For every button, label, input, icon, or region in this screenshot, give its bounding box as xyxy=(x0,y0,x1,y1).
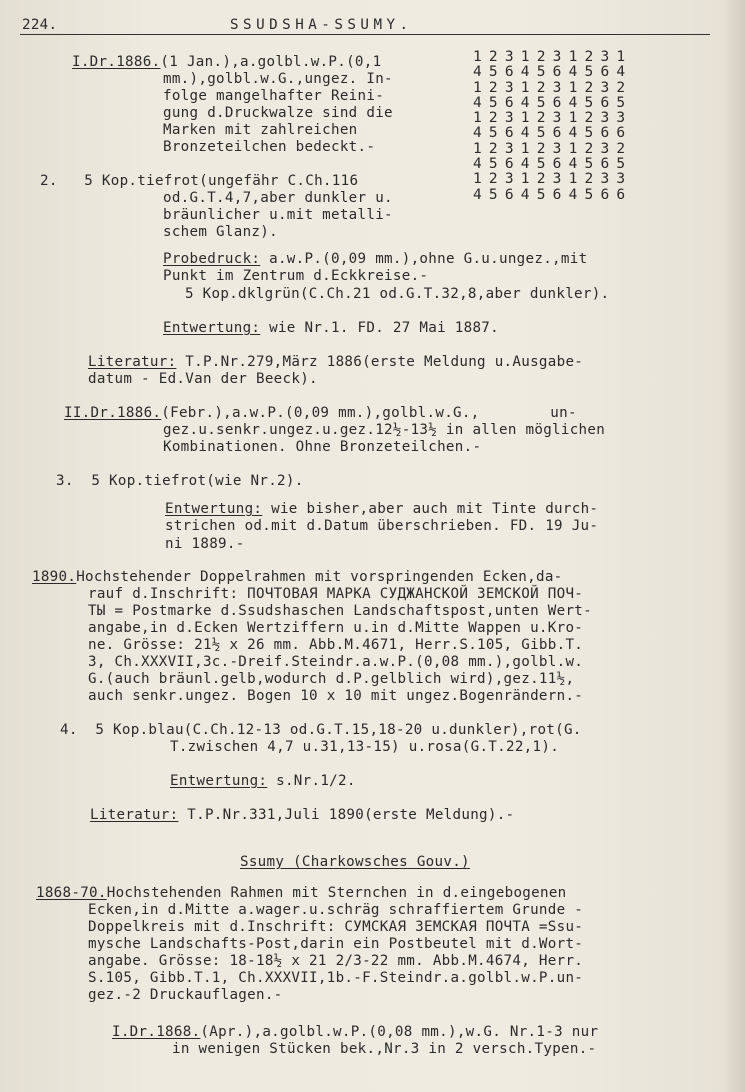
underlined-heading: Entwertung: xyxy=(163,320,261,336)
line-text: mm.),golbl.w.G.,ungez. In- xyxy=(163,71,393,87)
line-text: T.P.Nr.331,Juli 1890(erste Meldung).- xyxy=(178,807,515,823)
line-text: (1 Jan.),a.golbl.w.P.(0,1 xyxy=(160,54,382,70)
digit-matrix-row: 1231231232 xyxy=(473,140,633,157)
text-line xyxy=(163,421,605,439)
line-text: ni 1889.- xyxy=(165,536,245,552)
line-text: mysche Landschafts-Post,darin ein Postbeutel mit d.Wort- xyxy=(88,936,584,952)
text-line xyxy=(240,853,470,871)
text-line xyxy=(112,1023,598,1041)
text-line xyxy=(163,104,393,122)
line-text: angabe. Grösse: 18-18½ x 21 2/3-22 mm. Abb.M.4674, Herr. xyxy=(88,953,584,969)
digit-matrix-row: 1231231233 xyxy=(473,110,633,127)
text-line xyxy=(40,172,358,190)
line-text: Punkt im Zentrum d.Eckkreise.- xyxy=(163,268,429,284)
digit-matrix-row: 4564564564 xyxy=(473,64,633,81)
text-line xyxy=(88,370,318,388)
text-line xyxy=(56,472,304,490)
text-line xyxy=(163,121,358,139)
text-line xyxy=(163,319,499,337)
running-header xyxy=(20,14,710,35)
digit-matrix-row: 4564564565 xyxy=(473,156,633,173)
text-line xyxy=(165,517,598,535)
digit-matrix-row: 4564564566 xyxy=(473,186,633,203)
digit-matrix xyxy=(473,50,632,203)
line-text: S.105, Gibb.T.1, Ch.XXXVII,1b.-F.Steindr.a.golbl.w.P.un- xyxy=(88,970,584,986)
line-text: datum - Ed.Van der Beeck). xyxy=(88,371,318,387)
line-text: Hochstehender Doppelrahmen mit vorspringenden Ecken,da- xyxy=(76,569,563,585)
line-text: gung d.Druckwalze sind die xyxy=(163,105,393,121)
line-text: wie bisher,aber auch mit Tinte durch- xyxy=(262,501,599,517)
line-text: 2. 5 Kop.tiefrot(ungefähr C.Ch.116 xyxy=(40,173,359,189)
line-text: rauf d.Inschrift: ПОЧТОВАЯ МАРКА СУДЖАНСКОЙ ЗЕМСКОЙ ПОЧ- xyxy=(88,586,584,602)
line-text: 5 Kop.dklgrün(C.Ch.21 od.G.T.32,8,aber dunkler). xyxy=(185,286,610,302)
underlined-heading: I.Dr.1868. xyxy=(112,1024,201,1040)
page-number: 224. xyxy=(22,17,58,33)
text-line xyxy=(60,721,582,739)
line-text: 4. 5 Kop.blau(C.Ch.12-13 od.G.T.15,18-20 u.dunkler),rot(G. xyxy=(60,722,582,738)
text-line xyxy=(163,70,393,88)
line-text: in wenigen Stücken bek.,Nr.3 in 2 versch.Typen.- xyxy=(172,1041,597,1057)
line-text: Kombinationen. Ohne Bronzeteilchen.- xyxy=(163,439,482,455)
line-text: Marken mit zahlreichen xyxy=(163,122,358,138)
underlined-heading: Entwertung: xyxy=(170,773,268,789)
digit-matrix-row: 4564564566 xyxy=(473,125,633,142)
line-text: 3. 5 Kop.tiefrot(wie Nr.2). xyxy=(56,473,304,489)
text-line xyxy=(170,772,356,790)
line-text: s.Nr.1/2. xyxy=(267,773,356,789)
text-line xyxy=(72,53,381,71)
line-text: gez.-2 Druckauflagen.- xyxy=(88,987,283,1003)
line-text: 3, Ch.XXXVII,3c.-Dreif.Steindr.a.w.P.(0,08 mm.),golbl.w. xyxy=(88,654,584,670)
text-line xyxy=(185,285,609,303)
text-line xyxy=(88,670,574,688)
text-line xyxy=(64,404,577,422)
line-text: schem Glanz). xyxy=(163,224,278,240)
underlined-heading: I.Dr.1886. xyxy=(72,54,161,70)
underlined-heading: Probedruck: xyxy=(163,251,261,267)
underlined-heading: Entwertung: xyxy=(165,501,263,517)
text-line xyxy=(165,500,598,518)
text-line xyxy=(163,267,428,285)
line-text: (Febr.),a.w.P.(0,09 mm.),golbl.w.G., un- xyxy=(161,405,577,421)
text-line xyxy=(88,687,583,705)
text-line xyxy=(88,901,583,919)
line-text: bräunlicher u.mit metalli- xyxy=(163,207,393,223)
line-text: Doppelkreis mit d.Inschrift: СУМСКАЯ ЗЕМСКАЯ ПОЧТА =Ssu- xyxy=(88,919,584,935)
digit-matrix-row: 1231231233 xyxy=(473,171,633,188)
line-text: T.P.Nr.279,März 1886(erste Meldung u.Ausgabe- xyxy=(176,354,584,370)
text-line xyxy=(163,250,587,268)
line-text: ne. Grösse: 21½ x 26 mm. Abb.M.4671, Herr.S.105, Gibb.T. xyxy=(88,637,584,653)
digit-matrix-row: 1231231232 xyxy=(473,79,633,96)
line-text: wie Nr.1. FD. 27 Mai 1887. xyxy=(260,320,499,336)
line-text: strichen od.mit d.Datum überschrieben. FD. 19 Ju- xyxy=(165,518,599,534)
underlined-heading: Literatur: xyxy=(88,354,177,370)
digit-matrix-row: 1231231231 xyxy=(473,49,633,65)
line-text: ТЫ = Postmarke d.Ssudshaschen Landschaftspost,unten Wert- xyxy=(88,603,592,619)
text-line xyxy=(172,1040,596,1058)
line-text: angabe,in d.Ecken Wertziffern u.in d.Mitte Wappen u.Kro- xyxy=(88,620,584,636)
text-line xyxy=(163,438,481,456)
text-line xyxy=(88,636,583,654)
text-line xyxy=(88,918,583,936)
underlined-heading: 1890. xyxy=(32,569,77,585)
underlined-heading: 1868-70. xyxy=(36,885,107,901)
text-line xyxy=(163,223,278,241)
digit-matrix-row: 4564564565 xyxy=(473,94,633,111)
line-text: T.zwischen 4,7 u.31,13-15) u.rosa(G.T.22,1). xyxy=(170,739,560,755)
text-line xyxy=(163,138,375,156)
line-text: auch senkr.ungez. Bogen 10 x 10 mit ungez.Bogenrändern.- xyxy=(88,688,584,704)
line-text: gez.u.senkr.ungez.u.gez.12½-13½ in allen möglichen xyxy=(163,422,606,438)
text-line xyxy=(88,952,583,970)
text-line xyxy=(88,986,283,1004)
text-line xyxy=(165,535,245,553)
line-text: folge mangelhafter Reini- xyxy=(163,88,385,104)
running-title: SSUDSHA-SSUMY. xyxy=(230,17,413,33)
line-text: G.(auch bräunl.gelb,wodurch d.P.gelblich wird),gez.11½, xyxy=(88,671,575,687)
line-text: (Apr.),a.golbl.w.P.(0,08 mm.),w.G. Nr.1-3 nur xyxy=(200,1024,599,1040)
text-line xyxy=(90,806,514,824)
line-text: Hochstehenden Rahmen mit Sternchen in d.eingebogenen xyxy=(106,885,567,901)
text-line xyxy=(88,653,583,671)
line-text: Bronzeteilchen bedeckt.- xyxy=(163,139,376,155)
line-text: od.G.T.4,7,aber dunkler u. xyxy=(163,190,393,206)
text-line xyxy=(163,206,393,224)
text-line xyxy=(88,619,583,637)
underlined-heading: II.Dr.1886. xyxy=(64,405,162,421)
underlined-heading: Literatur: xyxy=(90,807,179,823)
text-line xyxy=(88,353,583,371)
text-line xyxy=(163,87,384,105)
page-edge-shadow xyxy=(723,0,745,1092)
text-line xyxy=(170,738,559,756)
text-line xyxy=(36,884,567,902)
line-text: Ecken,in d.Mitte a.wager.u.schräg schraffiertem Grunde - xyxy=(88,902,584,918)
text-line xyxy=(88,585,583,603)
text-line xyxy=(32,568,563,586)
text-line xyxy=(88,969,583,987)
line-text: a.w.P.(0,09 mm.),ohne G.u.ungez.,mit xyxy=(260,251,588,267)
underlined-heading: Ssumy (Charkowsches Gouv.) xyxy=(240,854,470,870)
text-line xyxy=(88,602,592,620)
text-line xyxy=(163,189,393,207)
text-line xyxy=(88,935,583,953)
